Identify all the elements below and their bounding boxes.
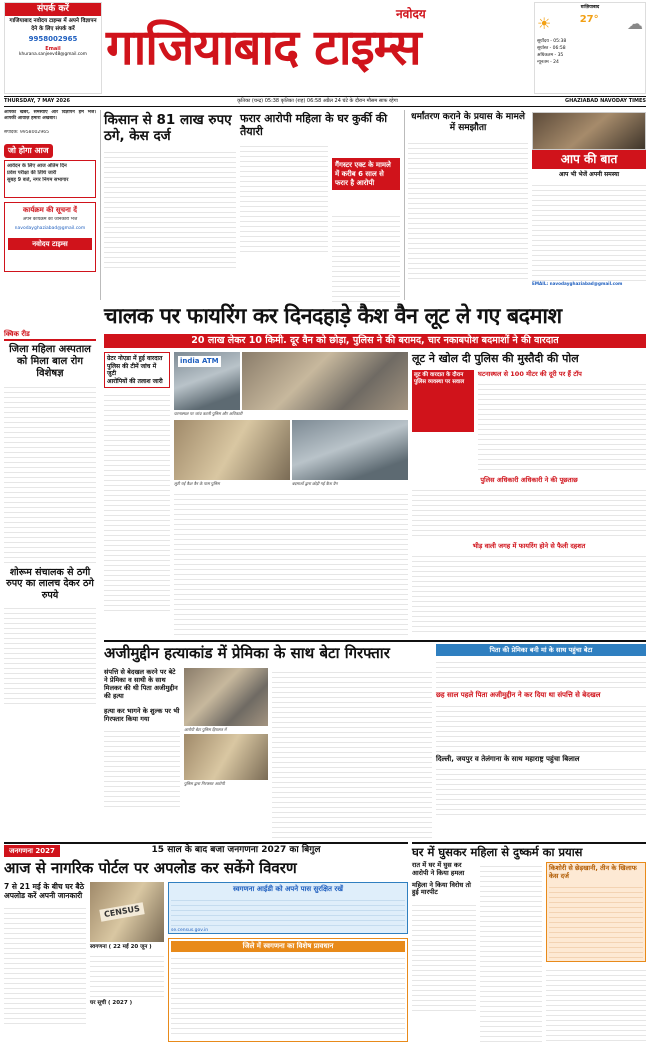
today-item: सुबह 9 बजे, नगर निगम सभागार bbox=[7, 176, 69, 183]
quick-read-headline-2: शोरूम संचालक से ठगी रुपए का लालच देकर ठगे रुपये bbox=[6, 566, 94, 601]
today-item: प्रवेश परीक्षा की तिथि जारी bbox=[7, 169, 57, 176]
murder-bullets bbox=[104, 668, 180, 838]
story-bullet: आरोपियों की तलाश जारी bbox=[107, 377, 163, 385]
crowd-image bbox=[532, 112, 646, 150]
story-subhead: गैंगस्टर एक्ट के मामले में करीब 6 साल से फरार है आरोपी bbox=[332, 158, 400, 190]
photo-caption: पुलिस द्वारा गिरफ्तार आरोपी bbox=[184, 781, 225, 786]
opinion-box bbox=[532, 112, 646, 300]
opinion-text: आप भी भेजें अपनी समस्या bbox=[558, 171, 620, 178]
census-dates-1: स्वगणना ( 22 मई 20 जून ) bbox=[90, 944, 152, 950]
photo-caption: घटनास्थल पर जांच करती पुलिस और अधिकारी bbox=[174, 411, 243, 416]
quick-read bbox=[4, 330, 96, 670]
right-intro-head: घटनास्थल से 100 मीटर की दूरी पर हैं टॉप bbox=[478, 370, 582, 378]
form-email: navodayghaziabad@gmail.com bbox=[14, 225, 86, 231]
quick-read-headline: जिला महिला अस्पताल को मिला बाल रोग विशेषज्ञ bbox=[9, 343, 91, 379]
story-body bbox=[408, 139, 528, 279]
weather-line: अधिकतम - 35 bbox=[537, 53, 564, 59]
right-story-headline: लूट ने खोल दी पुलिस की मुस्तैदी की पोल bbox=[412, 352, 579, 365]
story-bullet: पुलिस की टीमें जांच में जुटी bbox=[107, 362, 157, 377]
murder-bullet: संपत्ति से बेदखल करने पर बेटे ने प्रेमिका व साथी के साथ मिलकर की थी पिता अजीमुद्दीन की हत्या bbox=[104, 668, 178, 701]
promo-phone: 9958002965 bbox=[28, 35, 78, 44]
photo-caption: बदमाशों द्वारा छोड़ी गई कैश वैन bbox=[292, 481, 338, 486]
weather-line: सूर्योदय - 05:38 bbox=[537, 38, 567, 44]
census-left bbox=[4, 882, 86, 1042]
census-tag: जनगणना 2027 bbox=[4, 845, 60, 857]
census-url: se.census.gov.in bbox=[171, 927, 209, 933]
assault-bullets bbox=[412, 862, 476, 1042]
promo-box bbox=[4, 2, 102, 94]
arrest-photo-1 bbox=[184, 668, 268, 726]
story-headline: धर्मांतरण कराने के प्रयास के मामले में समझौता bbox=[411, 112, 525, 134]
census-dates-2: घर सूची ( 2027 ) bbox=[90, 1000, 133, 1006]
cloud-icon: ☁ bbox=[626, 13, 643, 33]
brand-title: गाजियाबाद टाइम्स bbox=[106, 18, 421, 76]
van-photo bbox=[292, 420, 408, 480]
murder-headline: अजीमुद्दीन हत्याकांड में प्रेमिका के साथ बेटा गिरफ्तार bbox=[104, 644, 390, 662]
police-photo bbox=[242, 352, 408, 410]
story-absconding bbox=[240, 112, 400, 300]
story-body bbox=[240, 142, 328, 252]
census-orange-head: जिले में स्वगणना का विशेष प्रावधान bbox=[171, 941, 405, 952]
side-head: छह साल पहले पिता अजीमुद्दीन ने कर दिया था संपत्ति से बेदखल bbox=[436, 691, 601, 700]
census-orange-box bbox=[168, 938, 408, 1042]
story-conversion bbox=[408, 112, 528, 300]
banner-subhead: 20 लाख लेकर 10 किमी. दूर वैन को छोड़ा, पुलिस ने की बरामद, चार नकाबपोश बदमाशों ने की वारदात bbox=[104, 334, 646, 348]
edition: GHAZIABAD NAVODAY TIMES bbox=[564, 98, 646, 105]
photo-caption: लूटी गई कैश वैन के पास पुलिस bbox=[174, 481, 220, 486]
date: THURSDAY, 7 MAY 2026 bbox=[4, 98, 70, 105]
weather-line: सूर्यास्त - 06:58 bbox=[537, 45, 566, 51]
promo-email-label: Email bbox=[45, 45, 61, 52]
census-bullet: 7 से 21 मई के बीच घर बैठे अपलोड करें अपनी जानकारी bbox=[4, 882, 85, 900]
assault-side bbox=[546, 862, 646, 1042]
right-box-head: भीड़ वाली जगह में फायरिंग होने से फैली दहशत bbox=[472, 542, 586, 550]
dateline bbox=[4, 96, 646, 107]
side-sub: दिल्ली, जयपुर व तेलंगाना के साथ महाराष्ट्र पहुंचा बिलाल bbox=[436, 754, 580, 763]
murder-headline-row bbox=[104, 644, 434, 666]
story-headline: फरार आरोपी महिला के घर कुर्की की तैयारी bbox=[240, 112, 388, 139]
weather-box bbox=[534, 2, 646, 94]
story-body bbox=[104, 148, 236, 268]
crime-scene-photo bbox=[174, 420, 290, 480]
atm-photo bbox=[174, 352, 240, 410]
story-headline: किसान से 81 लाख रुपए ठगे, केस दर्ज bbox=[104, 112, 232, 145]
story-farmer bbox=[104, 112, 236, 300]
weather-line: न्यूनतम - 24 bbox=[537, 60, 559, 66]
census-bar: 15 साल के बाद बजा जनगणना 2027 का बिगुल bbox=[151, 845, 321, 855]
arrest-photo-2 bbox=[184, 734, 268, 780]
census-sign: CENSUS bbox=[99, 902, 144, 921]
paper-logo: नवोदय टाइम्स bbox=[8, 238, 92, 251]
main-story-text bbox=[104, 352, 170, 636]
assault-headline: घर में घुसकर महिला से दुष्कर्म का प्रयास bbox=[412, 845, 583, 859]
banner-headline-row bbox=[104, 302, 646, 332]
brand-small: नवोदय bbox=[396, 7, 426, 21]
form-text: अपने कार्यक्रम की जानकारी भेजें bbox=[22, 216, 78, 222]
census-headline: आज से नागरिक पोर्टल पर अपलोड कर सकेंगे विवरण bbox=[4, 859, 297, 877]
opinion-title: आप की बात bbox=[532, 150, 646, 169]
opinion-email: EMAIL: navodayghaziabad@gmail.com bbox=[532, 280, 623, 286]
main-story-body bbox=[174, 490, 408, 636]
brand bbox=[106, 3, 530, 91]
census-photo bbox=[90, 882, 164, 942]
sun-icon: ☀ bbox=[537, 13, 552, 33]
assault-side-head: किशोरी से छेड़खानी, तीन के खिलाफ केस दर्ज bbox=[549, 864, 637, 880]
right-story: लूट ने खोल दी पुलिस की मुस्तैदी की पोल लूट की वारदात के दौरान पुलिस व्यवस्था पर सवाल घटनास्थल से 100 मीटर की दूरी पर हैं टॉप पुलिस अधिकारी अधिकारी ने की पूछताछ भीड़ वाली जगह में फायरिंग होने से फैली दहशत bbox=[412, 352, 646, 636]
murder-sidebar bbox=[436, 644, 646, 838]
today-item: आवेदन के लिए आज अंतिम दिन bbox=[7, 163, 67, 169]
assault-bullet: रात में घर में घुस कर आरोपी ने किया हमला bbox=[412, 861, 465, 877]
promo-title: संपर्क करें bbox=[5, 3, 101, 16]
story-bullet: ग्रेटर नोएडा में हुई वारदात bbox=[107, 355, 163, 362]
quick-read-label: क्विक रीड bbox=[4, 330, 96, 341]
atm-sign: india ATM bbox=[180, 357, 219, 365]
ticker: कृतिका (चन्द्र) 05:38 कृतिका (राह) 06:58 अप्रैल 24 घंटे के दौरान मौसम साफ रहेगा bbox=[237, 98, 398, 105]
murder-bullet: हत्या कर भागने के शुल्क पर भी गिरफ्तार किया गया bbox=[104, 706, 180, 723]
intro-text: आपकी खबरें, समस्याएं और विज्ञापन हमें भेजें। आपकी आवाज़ हमारा अखबार। bbox=[4, 110, 96, 122]
banner-headline: चालक पर फायरिंग कर दिनदहाड़े कैश वैन लूट ले गए बदमाश bbox=[104, 303, 562, 329]
census-blue-head: स्वगणना आईडी को अपने पास सुरक्षित रखें bbox=[232, 885, 343, 893]
today-header: जो होगा आज bbox=[4, 144, 53, 158]
form-header: कार्यक्रम की सूचना दें bbox=[23, 206, 77, 214]
right-quote-head: पुलिस अधिकारी अधिकारी ने की पूछताछ bbox=[480, 476, 578, 484]
promo-text: गाजियाबाद नवोदय टाइम्स में अपने विज्ञापन देने के लिए संपर्क करें bbox=[9, 18, 97, 32]
weather-title: ग़ाज़ियाबाद bbox=[580, 5, 600, 10]
census-blue-box bbox=[168, 882, 408, 934]
side-box: पिता की प्रेमिका बनी मां के साथ पहुंचा बेटा bbox=[436, 644, 646, 656]
photo-caption: आरोपी बेटा पुलिस हिरासत में bbox=[184, 727, 227, 732]
temperature: 27° bbox=[579, 13, 599, 25]
promo-email: khurana.sanjeev48@gmail.com bbox=[19, 52, 87, 58]
assault-bullet: महिला ने किया विरोध तो हुई मारपीट bbox=[412, 880, 471, 897]
contact-text: संपादक: 9958002965 bbox=[4, 130, 50, 135]
